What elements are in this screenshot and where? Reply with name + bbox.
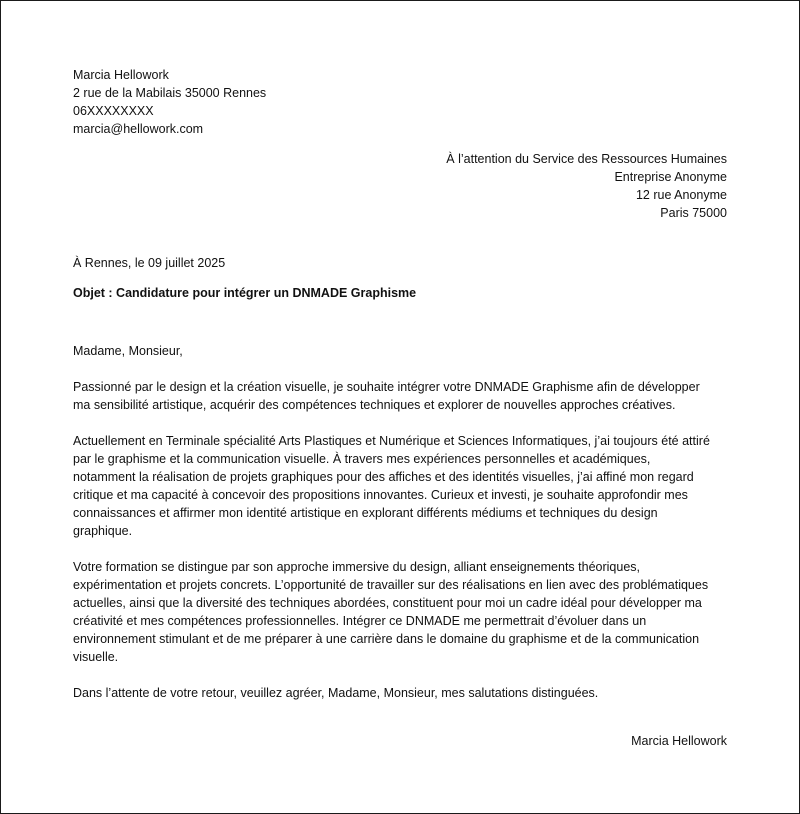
paragraph-1 (73, 378, 727, 414)
recipient-city: Paris 75000 (660, 206, 727, 220)
recipient-attention: À l’attention du Service des Ressources Humaines (446, 152, 727, 166)
recipient-company: Entreprise Anonyme (614, 170, 727, 184)
recipient-block (73, 150, 727, 222)
paragraph-line: Votre formation se distingue par son approche immersive du design, alliant enseignements théoriques, (73, 560, 640, 574)
paragraph-line: créativité et mes compétences professionnelles. Intégrer ce DNMADE me permettrait d’évoluer dans un (73, 614, 647, 628)
paragraph-line: environnement stimulant et de me préparer à une carrière dans le domaine du graphisme et de la communication (73, 632, 700, 646)
paragraph-line: Dans l’attente de votre retour, veuillez agréer, Madame, Monsieur, mes salutations distinguées. (73, 686, 599, 700)
paragraph-line: connaissances et affirmer mon identité artistique en explorant différents médiums et techniques du design (73, 506, 658, 520)
paragraph-line: visuelle. (73, 650, 119, 664)
salutation: Madame, Monsieur, (73, 344, 183, 358)
closing-paragraph (73, 684, 727, 702)
date-line: À Rennes, le 09 juillet 2025 (73, 256, 226, 270)
paragraph-line: critique et ma capacité à concevoir des propositions innovantes. Curieux et investi, je souhaite approfondir mes (73, 488, 688, 502)
sender-phone: 06XXXXXXXX (73, 104, 154, 118)
paragraph-2 (73, 432, 727, 540)
sender-block (73, 66, 727, 138)
letter-body (73, 342, 727, 720)
paragraph-3 (73, 558, 727, 666)
paragraph-line: notamment la réalisation de projets graphiques pour des affiches et des identités visuelles, j’ai affiné mon regard (73, 470, 694, 484)
subject-line: Objet : Candidature pour intégrer un DNMADE Graphisme (73, 286, 417, 300)
sender-name: Marcia Hellowork (73, 68, 169, 82)
paragraph-line: expérimentation et projets concrets. L’opportunité de travailler sur des réalisations en lien avec des problématiques (73, 578, 709, 592)
paragraph-line: ma sensibilité artistique, acquérir des compétences techniques et explorer de nouvelles approches créatives. (73, 398, 676, 412)
sender-email: marcia@hellowork.com (73, 122, 204, 136)
signature: Marcia Hellowork (631, 734, 727, 748)
paragraph-line: Actuellement en Terminale spécialité Arts Plastiques et Numérique et Sciences Informatiques, j’ai toujours été attiré (73, 434, 710, 448)
paragraph-line: Passionné par le design et la création visuelle, je souhaite intégrer votre DNMADE Graphisme afin de développer (73, 380, 700, 394)
sender-address: 2 rue de la Mabilais 35000 Rennes (73, 86, 267, 100)
recipient-street: 12 rue Anonyme (635, 188, 727, 202)
paragraph-line: actuelles, ainsi que la diversité des techniques abordées, constituent pour moi un cadre idéal pour développer ma (73, 596, 702, 610)
paragraph-line: graphique. (73, 524, 133, 538)
paragraph-line: par le graphisme et la communication visuelle. À travers mes expériences personnelles et académiques, (73, 452, 651, 466)
